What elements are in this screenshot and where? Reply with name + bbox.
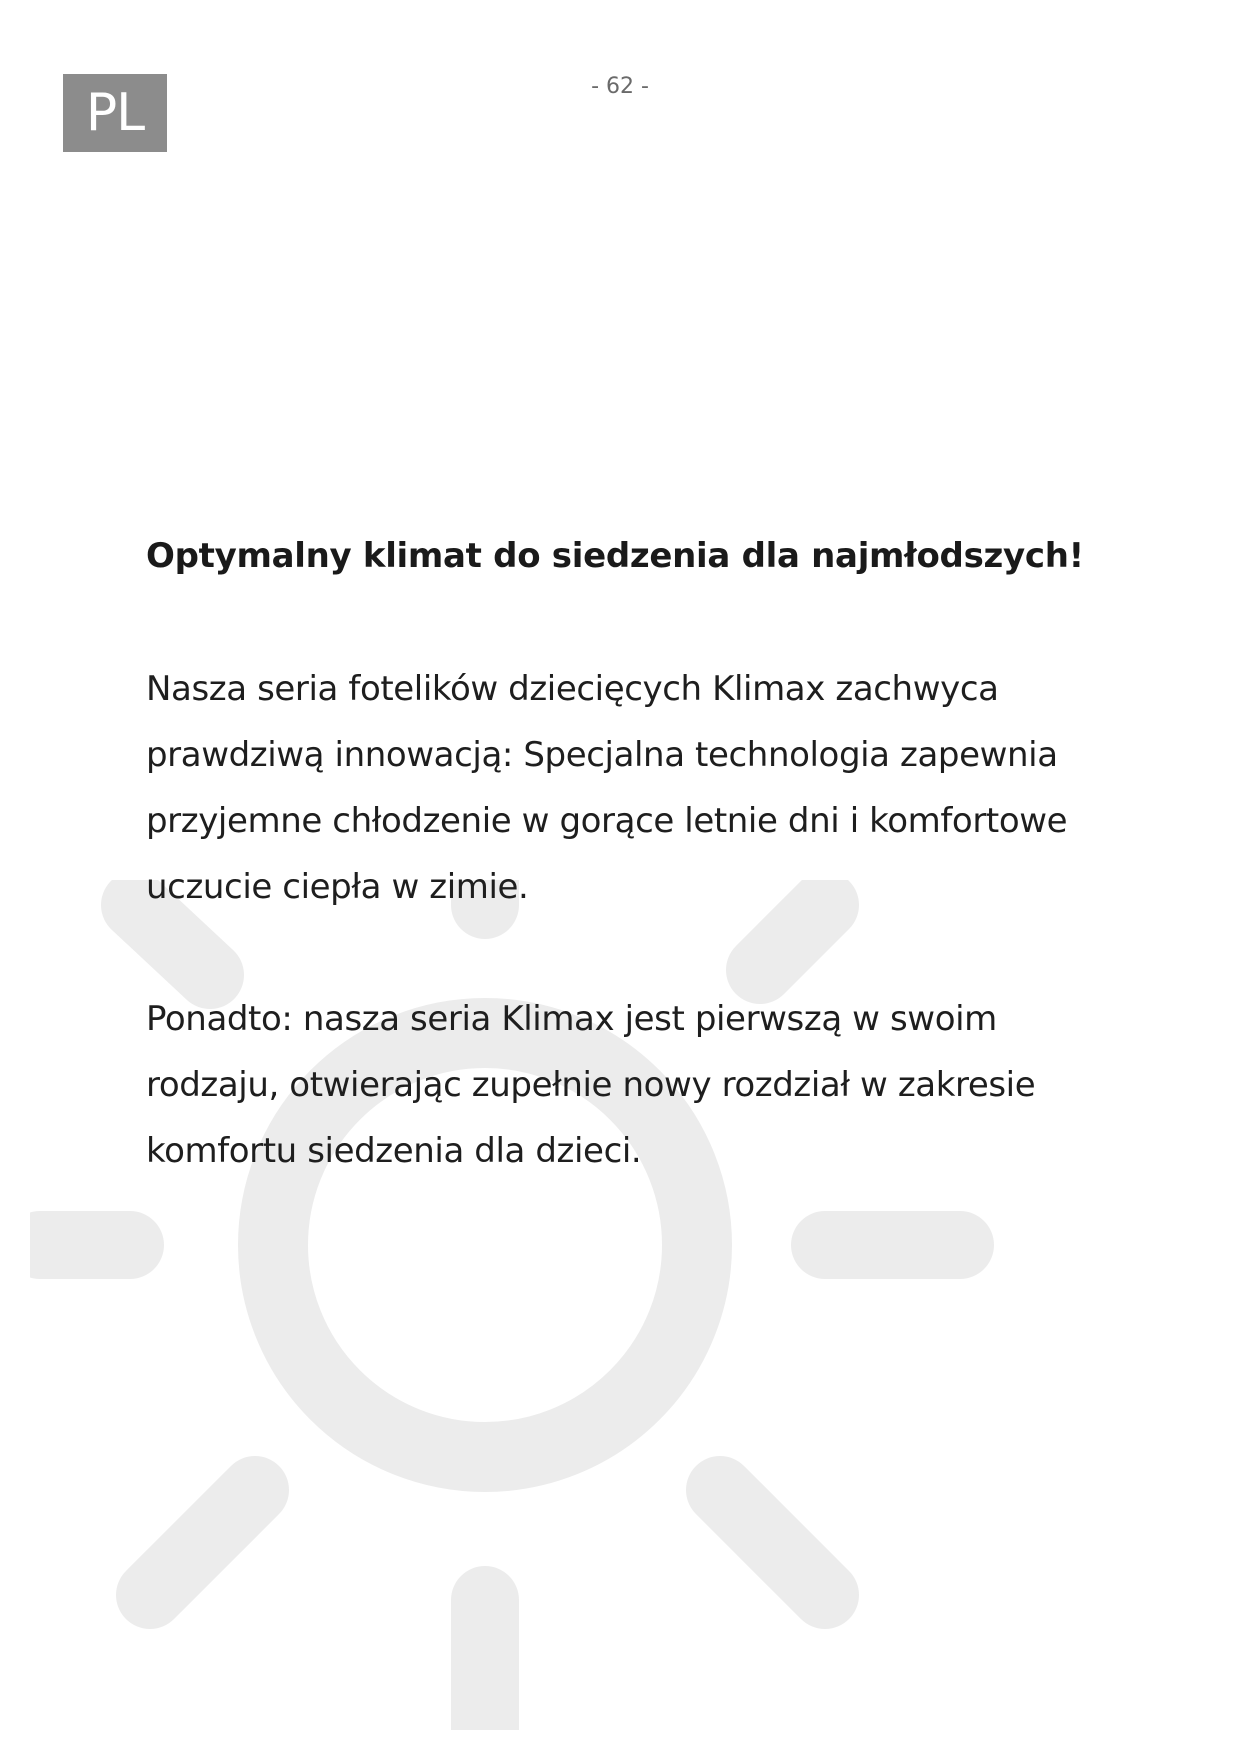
page-headline: Optymalny klimat do siedzenia dla najmłodszych! — [146, 536, 1084, 576]
sun-ray-lower-left — [150, 1490, 255, 1595]
main-content — [146, 530, 1136, 1250]
paragraph-additional: Ponadto: nasza seria Klimax jest pierwszą w swoim rodzaju, otwierając zupełnie nowy rozdział w zakresie komfortu siedzenia dla dzieci. — [146, 999, 1036, 1171]
paragraph-intro: Nasza seria fotelików dziecięcych Klimax zachwyca prawdziwą innowacją: Specjalna technologia zapewnia przyjemne chłodzenie w gorące letnie dni i komfortowe uczucie ciepła w zimie. — [146, 669, 1068, 907]
language-badge: PL — [63, 74, 167, 152]
sun-ray-lower-right — [720, 1490, 825, 1595]
page-number: - 62 - — [591, 74, 649, 99]
